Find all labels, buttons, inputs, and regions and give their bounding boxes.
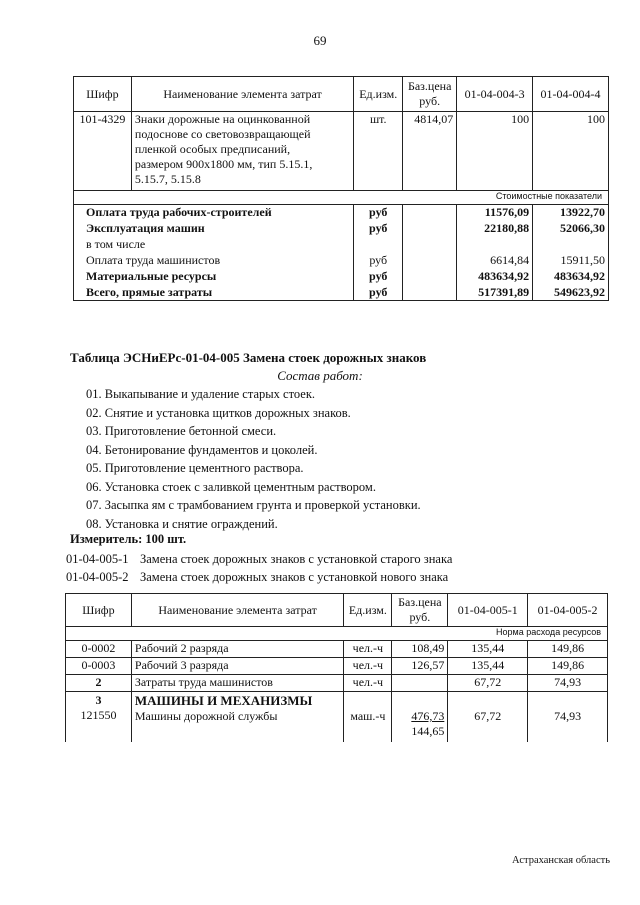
section-title: Таблица ЭСНиЕРс-01-04-005 Замена стоек дорожных знаков [70,350,427,365]
row-name-line: подоснове со световозвращающей [134,127,311,141]
row-value-1: 67,72 [448,675,528,692]
table-row [74,285,609,301]
item-code: 01-04-005-1 [66,552,129,566]
row-price: 476,73 [411,709,445,723]
cost-value-2: 549623,92 [533,285,609,301]
row-code: 0-0002 [66,641,132,658]
table-row [66,692,608,743]
footer-region: Астраханская область [512,855,610,866]
list-item [66,568,452,586]
row-name: Рабочий 3 разряда [131,658,343,675]
row-price-2: 144,65 [411,724,445,738]
list-item: 07. Засыпка ям с трамбованием грунта и проверкой установки. [86,498,421,512]
section-header: Стоимостные показатели [457,191,609,205]
cost-value-1: 11576,09 [457,205,533,221]
row-name-line: 5.15.7, 5.15.8 [134,172,201,186]
column-header-variant-1: 01-04-005-1 [448,594,528,627]
row-code: 121550 [80,708,117,722]
row-price: 4814,07 [403,112,457,191]
cost-value-2: 15911,50 [533,253,609,269]
row-name [131,112,353,191]
table-row [74,221,609,237]
row-price [392,675,448,692]
list-item: 05. Приготовление цементного раствора. [86,461,304,475]
cost-value-2: 13922,70 [533,205,609,221]
column-header-code: Шифр [74,77,132,112]
cost-unit: руб [354,221,403,237]
row-value-2: 74,93 [528,692,608,743]
row-name-line: Знаки дорожные на оцинкованной [134,112,311,126]
machine-name-cell [131,692,343,743]
cost-value-2: 483634,92 [533,269,609,285]
list-item: 02. Снятие и установка щитков дорожных знаков. [86,405,351,420]
row-name: Затраты труда машинистов [131,675,343,692]
section-subtitle: Состав работ: [277,368,363,383]
row-code: 2 [66,675,132,692]
table-row [66,675,608,692]
column-header-price: Баз.цена руб. [392,594,448,627]
cost-value-1: 22180,88 [457,221,533,237]
cost-unit: руб [354,285,403,301]
code-list [66,550,452,586]
item-text: Замена стоек дорожных знаков с установкой старого знака [140,552,453,566]
list-item: 06. Установка стоек с заливкой цементным раствором. [86,479,376,494]
list-item: 04. Бетонирование фундаментов и цоколей. [86,442,318,457]
group-name: МАШИНЫ И МЕХАНИЗМЫ [134,693,313,708]
list-item [66,550,452,568]
cost-unit: руб [354,269,403,285]
table-row [74,112,609,191]
list-item: 01. Выкапывание и удаление старых стоек. [86,387,316,401]
row-value-1: 100 [457,112,533,191]
machine-price-cell [392,692,448,743]
group-code: 3 [95,693,102,707]
cost-unit: руб [354,205,403,221]
cost-name: Материальные ресурсы [74,269,354,285]
table-header-row [66,594,608,627]
row-code: 0-0003 [66,658,132,675]
row-value-1: 135,44 [448,641,528,658]
row-name: Рабочий 2 разряда [131,641,343,658]
cost-unit: руб [354,253,403,269]
row-value-1: 67,72 [448,692,528,743]
cost-table-01-04-004 [73,76,609,301]
row-price: 126,57 [392,658,448,675]
machine-code-cell [66,692,132,743]
cost-name: в том числе [74,237,354,253]
table-row [74,269,609,285]
row-unit: чел.-ч [344,658,392,675]
column-header-variant-1: 01-04-004-3 [457,77,533,112]
row-value-2: 149,86 [528,641,608,658]
cost-value-2: 52066,30 [533,221,609,237]
cost-value-1: 6614,84 [457,253,533,269]
cost-value-1: 483634,92 [457,269,533,285]
row-value-2: 149,86 [528,658,608,675]
meter-label: Измеритель: 100 шт. [70,532,187,546]
section-header: Норма расхода ресурсов [448,627,608,641]
cost-name: Оплата труда машинистов [74,253,354,269]
cost-name: Эксплуатация машин [74,221,354,237]
column-header-variant-2: 01-04-004-4 [533,77,609,112]
list-item: 03. Приготовление бетонной смеси. [86,424,277,438]
table-header-row [74,77,609,112]
row-name-line: пленкой особых предписаний, [134,142,291,156]
cost-name: Всего, прямые затраты [74,285,354,301]
row-name-line: размером 900x1800 мм, тип 5.15.1, [134,157,313,171]
page-number: 69 [313,33,327,48]
table-row [74,205,609,221]
column-header-code: Шифр [66,594,132,627]
item-text: Замена стоек дорожных знаков с установкой нового знака [140,570,449,584]
row-unit: маш.-ч [344,692,392,743]
resource-table-01-04-005 [65,593,608,742]
cost-value-1: 517391,89 [457,285,533,301]
column-header-price: Баз.цена руб. [403,77,457,112]
row-value-1: 135,44 [448,658,528,675]
row-value-2: 74,93 [528,675,608,692]
column-header-unit: Ед.изм. [354,77,403,112]
column-header-name: Наименование элемента затрат [131,594,343,627]
table-row [66,658,608,675]
table-row [74,237,609,253]
section-header-row [74,191,609,205]
item-code: 01-04-005-2 [66,570,129,584]
row-unit: шт. [354,112,403,191]
row-unit: чел.-ч [344,675,392,692]
row-value-2: 100 [533,112,609,191]
table-row [66,641,608,658]
column-header-variant-2: 01-04-005-2 [528,594,608,627]
works-list [86,385,421,533]
row-price: 108,49 [392,641,448,658]
row-unit: чел.-ч [344,641,392,658]
section-header-row [66,627,608,641]
row-code: 101-4329 [74,112,132,191]
list-item: 08. Установка и снятие ограждений. [86,516,278,531]
column-header-name: Наименование элемента затрат [131,77,353,112]
table-row [74,253,609,269]
row-name: Машины дорожной службы [134,709,278,723]
cost-name: Оплата труда рабочих-строителей [74,205,354,221]
column-header-unit: Ед.изм. [344,594,392,627]
